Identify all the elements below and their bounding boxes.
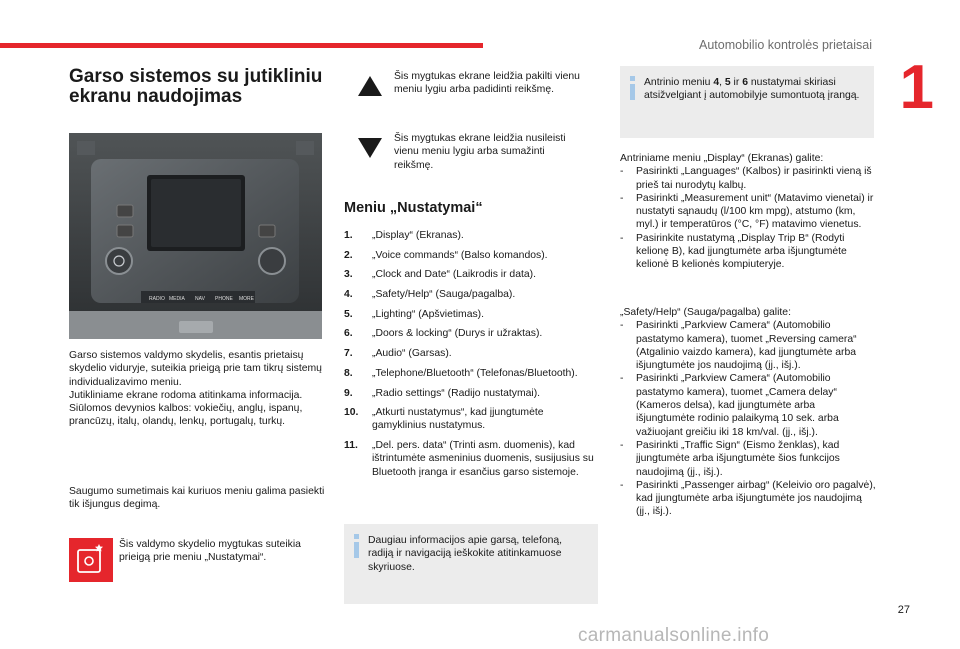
info-submenu-num6: 6: [742, 77, 748, 88]
info-submenu-num4: 4: [713, 77, 720, 88]
settings-menu-list: [344, 229, 599, 485]
panel-description-para1: Garso sistemos valdymo skydelis, esantis prietaisų skydelio viduryje, suteikia prieigą prie tam tikrų sistemų individualizavimo meniu.: [69, 350, 322, 388]
info-box-more: [344, 524, 598, 604]
panel-description-para3: Siūlomos devynios kalbos: vokiečių, anglų, ispanų, prancūzų, italų, olandų, lenkų, portugalų, turkų.: [69, 403, 303, 428]
menu-list-item: [344, 347, 599, 360]
menu-list-item: [344, 229, 599, 242]
menu-list-item: [344, 308, 599, 321]
media-label: MEDIA: [169, 296, 185, 302]
menu-list-item: [344, 249, 599, 262]
safety-list-item: - Pasirinkti „Passenger airbag“ (Keleivio oro pagalvė), kad įjungtumėte arba išjungtumėte jos naudojimą (įj., išj.).: [620, 479, 876, 519]
nav-label: NAV: [195, 296, 205, 302]
header-accent-bar: [0, 43, 483, 48]
menu-item-number: 1.: [344, 230, 353, 241]
menu-item-text: „Clock and Date“ (Laikrodis ir data).: [372, 269, 537, 281]
panel-description-para2: Jutikliniame ekrane rodoma atitinkama informacija.: [69, 389, 303, 401]
phone-label: PHONE: [215, 296, 233, 302]
menu-item-text: „Audio“ (Garsas).: [372, 348, 452, 360]
menu-item-text: „Del. pers. data“ (Trinti asm. duomenis), kad ištrintumėte asmeninius duomenis, susijusius su Bluetooth įranga ir esančius garso sistemoje.: [372, 440, 594, 478]
safety-note: Saugumo sumetimais kai kuriuos meniu galima pasiekti tik išjungus degimą.: [69, 486, 325, 511]
gear-settings-icon: [69, 538, 113, 582]
column-left: [69, 63, 325, 107]
info-submenu-sep1: ,: [719, 77, 725, 88]
menu-item-text: „Telephone/Bluetooth“ (Telefonas/Bluetooth).: [372, 367, 578, 379]
info-submenu-post: nustatymai skiriasi atsižvelgiant į automobilyje sumontuotą įrangą.: [644, 77, 860, 102]
panel-description: [69, 349, 327, 429]
info-icon: [352, 534, 362, 560]
menu-item-number: 8.: [344, 367, 353, 379]
menu-item-number: 3.: [344, 269, 353, 281]
settings-button-icon: [69, 538, 113, 582]
display-list-item: - Pasirinkite nustatymą „Display Trip B“ (Rodyti kelionę B), kad įjungtumėte arba išjungtumėte kelionė B kelionės kompiuteryje.: [620, 232, 876, 272]
info-icon: [628, 76, 638, 102]
triangle-down-icon: [358, 138, 382, 158]
display-list-item: - Pasirinkti „Measurement unit“ (Matavimo vienetai) ir nustatyti sąnaudų (l/100 km mpg), atstumo (km, myl.) ir temperatūros (°C, °F) matavimo vienetus.: [620, 192, 876, 232]
safety-submenu-intro: „Safety/Help“ (Sauga/pagalba) galite:: [620, 307, 791, 318]
info-submenu-pre: Antrinio meniu: [644, 77, 714, 88]
safety-submenu-list: [620, 319, 876, 518]
menu-item-text: „Display“ (Ekranas).: [372, 230, 464, 241]
display-submenu-section: [620, 152, 876, 272]
up-button-text: Šis mygtukas ekrane leidžia pakilti vienu meniu lygiu arba padidinti reikšmę.: [394, 71, 580, 96]
menu-list-item: [344, 439, 599, 479]
watermark: carmanualsonline.info: [578, 625, 770, 646]
more-label: MORE: [239, 296, 254, 302]
settings-menu-title: Meniu „Nustatymai“: [344, 200, 483, 216]
menu-list-item: [344, 367, 599, 380]
info-submenu-sep2: ir: [730, 77, 743, 88]
safety-list-item: - Pasirinkti „Traffic Sign“ (Eismo ženklas), kad įjungtumėte arba išjungtumėte šios funkcijos naudojimą (įj., išj.).: [620, 439, 876, 479]
display-submenu-list: [620, 165, 876, 271]
menu-item-text: „Voice commands“ (Balso komandos).: [372, 249, 548, 261]
info-submenu-num5: 5: [724, 77, 731, 88]
down-button-text: Šis mygtukas ekrane leidžia nusileisti vienu meniu lygiu arba sumažinti reikšmę.: [394, 133, 566, 171]
menu-list-item: [344, 387, 599, 400]
menu-item-text: „Atkurti nustatymus“, kad įjungtumėte gamyklinius nustatymus.: [372, 407, 544, 432]
menu-item-number: 9.: [344, 387, 353, 399]
menu-item-text: „Radio settings“ (Radijo nustatymai).: [372, 387, 541, 399]
menu-item-number: 7.: [344, 348, 353, 360]
menu-item-number: 10.: [344, 407, 359, 419]
page-number: 27: [897, 604, 910, 616]
settings-button-text: Šis valdymo skydelio mygtukas suteikia prieigą prie meniu „Nustatymai“.: [119, 539, 301, 564]
page-title: Garso sistemos su jutikliniu ekranu naudojimas: [69, 66, 323, 107]
safety-list-item: - Pasirinkti „Parkview Camera“ (Automobilio pastatymo kamera), tuomet „Camera delay“ (Kameros delsa), kad įjungtumėte arba išjungtumėte rodinio palaikymą 10 sek. arba važiuojant greičiu iki 18 km/val. (įj., išj.).: [620, 372, 876, 438]
chapter-header-title: Automobilio kontrolės prietaisai: [698, 38, 872, 52]
menu-item-number: 5.: [344, 308, 353, 320]
menu-item-number: 6.: [344, 328, 353, 340]
menu-item-number: 11.: [344, 440, 358, 452]
display-submenu-intro: Antriniame meniu „Display“ (Ekranas) galite:: [620, 153, 824, 164]
info-box-more-text: Daugiau informacijos apie garsą, telefoną, radiją ir navigaciją ieškokite atitinkamuose skyriuose.: [368, 535, 563, 573]
menu-item-text: „Safety/Help“ (Sauga/pagalba).: [372, 289, 516, 301]
chapter-number: 1: [899, 53, 934, 122]
menu-item-number: 4.: [344, 289, 353, 301]
display-list-item: - Pasirinkti „Languages“ (Kalbos) ir pasirinkti vieną iš prieš tai nurodytų kalbų.: [620, 165, 876, 192]
audio-panel-photo: [69, 133, 322, 339]
radio-label: RADIO: [149, 296, 165, 302]
info-box-submenu: [620, 66, 874, 138]
audio-panel-illustration: [69, 133, 322, 339]
menu-list-item: [344, 268, 599, 281]
menu-item-text: „Lighting“ (Apšvietimas).: [372, 308, 485, 320]
menu-item-number: 2.: [344, 249, 353, 261]
menu-list-item: [344, 327, 599, 340]
safety-submenu-section: [620, 306, 876, 519]
safety-list-item: - Pasirinkti „Parkview Camera“ (Automobilio pastatymo kamera), tuomet „Reversing camera“ (Atgalinio vaizdo kamera), kad įjungtumėte arba išjungtumėte jos naudojimą (įj., išj.).: [620, 319, 876, 372]
menu-item-text: „Doors & locking“ (Durys ir užraktas).: [372, 328, 543, 340]
menu-list-item: [344, 288, 599, 301]
triangle-up-icon: [358, 76, 382, 96]
menu-list-item: [344, 406, 599, 433]
